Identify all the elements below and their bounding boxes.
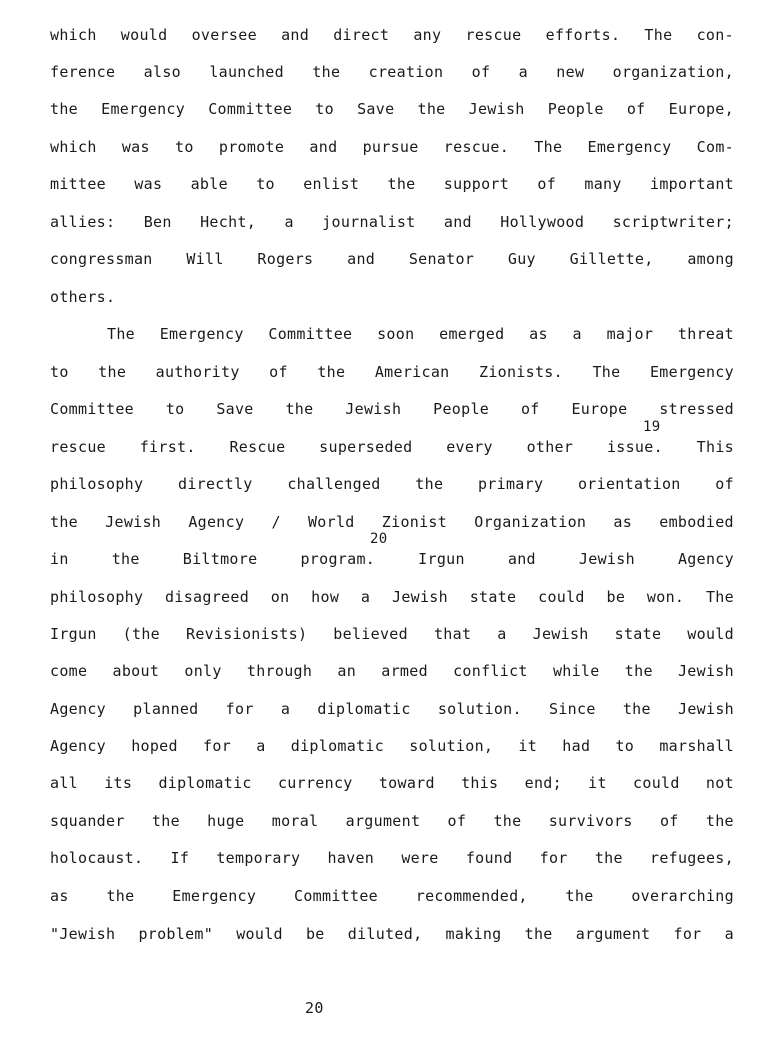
text-line: the Emergency Committee to Save the Jewish People of Europe, bbox=[50, 100, 734, 118]
text-line: rescue first. Rescue superseded every other issue. This bbox=[50, 438, 734, 456]
footnote-marker-20: 20 bbox=[370, 531, 388, 547]
text-line: in the Biltmore program. Irgun and Jewish Agency bbox=[50, 550, 734, 568]
text-line: philosophy directly challenged the primary orientation of bbox=[50, 475, 734, 493]
page-number: 20 bbox=[305, 999, 324, 1017]
text-line: which was to promote and pursue rescue. The Emergency Com- bbox=[50, 138, 734, 156]
text-line: Agency hoped for a diplomatic solution, it had to marshall bbox=[50, 737, 734, 755]
text-line: to the authority of the American Zionists. The Emergency bbox=[50, 363, 734, 381]
text-line: The Emergency Committee soon emerged as a major threat bbox=[107, 325, 734, 343]
text-line: others. bbox=[50, 288, 116, 306]
text-line: Agency planned for a diplomatic solution. Since the Jewish bbox=[50, 700, 734, 718]
text-line: the Jewish Agency / World Zionist Organization as embodied bbox=[50, 513, 734, 531]
text-line: squander the huge moral argument of the survivors of the bbox=[50, 812, 734, 830]
text-line: Irgun (the Revisionists) believed that a Jewish state would bbox=[50, 625, 734, 643]
text-line: Committee to Save the Jewish People of Europe stressed bbox=[50, 400, 734, 418]
text-line: congressman Will Rogers and Senator Guy Gillette, among bbox=[50, 250, 734, 268]
text-line: ference also launched the creation of a new organization, bbox=[50, 63, 734, 81]
text-line: philosophy disagreed on how a Jewish state could be won. The bbox=[50, 588, 734, 606]
text-line: holocaust. If temporary haven were found for the refugees, bbox=[50, 849, 734, 867]
text-line: "Jewish problem" would be diluted, making the argument for a bbox=[50, 925, 734, 943]
text-line: as the Emergency Committee recommended, the overarching bbox=[50, 887, 734, 905]
text-line: come about only through an armed conflict while the Jewish bbox=[50, 662, 734, 680]
text-line: which would oversee and direct any rescue efforts. The con- bbox=[50, 26, 734, 44]
text-line: all its diplomatic currency toward this end; it could not bbox=[50, 774, 734, 792]
text-line: mittee was able to enlist the support of many important bbox=[50, 175, 734, 193]
text-line: allies: Ben Hecht, a journalist and Hollywood scriptwriter; bbox=[50, 213, 734, 231]
footnote-marker-19: 19 bbox=[643, 419, 661, 435]
